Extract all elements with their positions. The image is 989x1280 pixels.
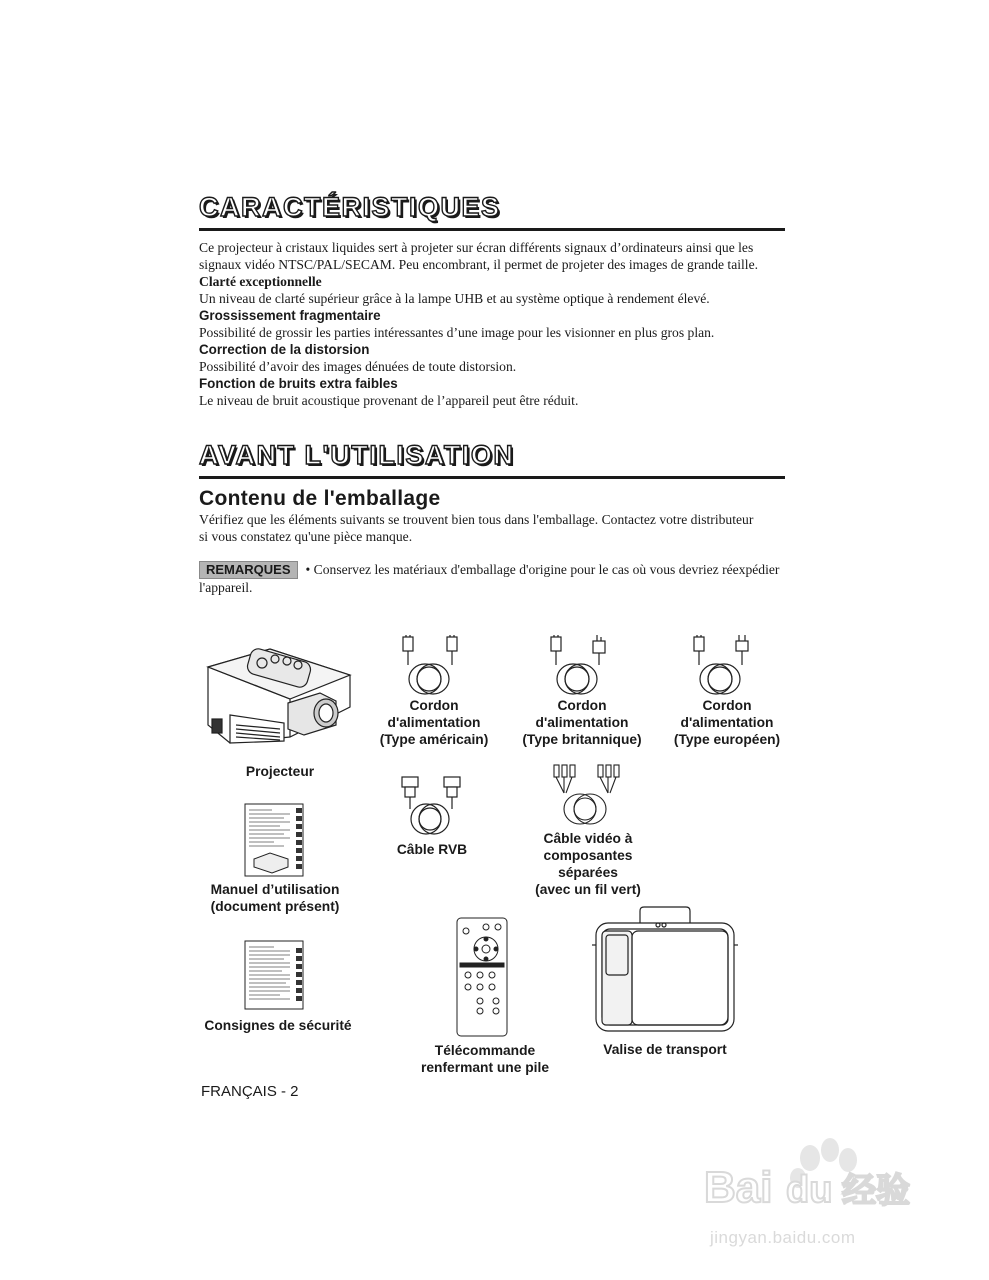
features-block xyxy=(199,239,789,409)
title-rule xyxy=(199,476,785,479)
feature-text: Possibilité de grossir les parties intéressantes d’une image pour les visionner en plus gros plan. xyxy=(199,325,715,340)
intro-paragraph: Ce projecteur à cristaux liquides sert à projeter sur écran différents signaux d’ordinateurs ainsi que les signaux vidéo NTSC/PAL/SECAM. Peu encombrant, il permet de projeter des images de grande taille. xyxy=(199,240,758,272)
svg-text:经验: 经验 xyxy=(842,1171,910,1211)
watermark-logo xyxy=(700,1130,940,1220)
feature-title: Fonction de bruits extra faibles xyxy=(199,376,398,391)
caption-line: (Type européen) xyxy=(673,732,781,747)
caption-line: (Type britannique) xyxy=(522,732,642,747)
component-cable-illustration xyxy=(550,763,624,827)
caption-cord-uk xyxy=(514,697,650,748)
caption-line: (document présent) xyxy=(210,899,340,914)
caption-rgb-cable: Câble RVB xyxy=(396,842,468,857)
feature-title: Grossissement fragmentaire xyxy=(199,308,381,323)
feature-title: Clarté exceptionnelle xyxy=(199,274,322,289)
caption-line: Cordon xyxy=(409,698,459,713)
caption-line: Cordon xyxy=(702,698,752,713)
title-rule xyxy=(199,228,785,231)
caption-line: d'alimentation xyxy=(680,715,774,730)
remote-control-illustration xyxy=(456,917,508,1037)
carrying-case-illustration xyxy=(592,905,738,1035)
caption-remote xyxy=(410,1042,560,1076)
watermark-url: jingyan.baidu.com xyxy=(710,1228,856,1247)
projector-illustration xyxy=(200,645,360,757)
feature-text: Un niveau de clarté supérieur grâce à la lampe UHB et au système optique à rendement élevé. xyxy=(199,291,710,306)
caption-projector: Projecteur xyxy=(245,764,315,779)
subsection-title: Contenu de l'emballage xyxy=(199,487,441,510)
feature-title: Correction de la distorsion xyxy=(199,342,370,357)
caption-line: Manuel d’utilisation xyxy=(210,882,340,897)
page-footer: FRANÇAIS - 2 xyxy=(201,1083,299,1100)
power-cord-us-illustration xyxy=(397,635,467,697)
feature-text: Le niveau de bruit acoustique provenant de l’appareil peut être réduit. xyxy=(199,393,579,408)
caption-line: séparées xyxy=(558,865,618,880)
caption-line: d'alimentation xyxy=(387,715,481,730)
section-title-caracteristiques: CARACTÉRISTIQUES xyxy=(199,192,501,222)
caption-line: Câble vidéo à xyxy=(543,831,633,846)
caption-line: renfermant une pile xyxy=(420,1060,550,1075)
feature-text: Possibilité d’avoir des images dénuées de toute distorsion. xyxy=(199,359,517,374)
svg-text:du: du xyxy=(786,1169,833,1211)
caption-cord-eu xyxy=(664,697,790,748)
caption-cord-us xyxy=(372,697,496,748)
power-cord-uk-illustration xyxy=(545,635,615,697)
remarks-note xyxy=(199,561,789,596)
safety-document-illustration xyxy=(244,940,304,1010)
caption-line: composantes xyxy=(543,848,633,863)
section-title-avant-utilisation: AVANT L'UTILISATION xyxy=(199,440,515,470)
caption-line: Télécommande xyxy=(434,1043,536,1058)
rgb-cable-illustration xyxy=(398,773,466,837)
power-cord-eu-illustration xyxy=(688,635,758,697)
caption-case: Valise de transport xyxy=(603,1042,727,1057)
package-intro xyxy=(199,511,759,545)
remarks-badge: REMARQUES xyxy=(199,561,298,579)
caption-manual xyxy=(200,881,350,915)
remarks-text: • Conservez les matériaux d'emballage d'origine pour le cas où vous devriez réexpédier l'appareil. xyxy=(199,562,780,595)
caption-line: Cordon xyxy=(557,698,607,713)
svg-text:Bai: Bai xyxy=(704,1163,773,1212)
caption-line: d'alimentation xyxy=(535,715,629,730)
package-intro-text: Vérifiez que les éléments suivants se trouvent bien tous dans l'emballage. Contactez votre distributeur si vous constatez qu'une pièce manque. xyxy=(199,512,754,544)
caption-safety: Consignes de sécurité xyxy=(204,1018,352,1033)
caption-line: (avec un fil vert) xyxy=(535,882,641,897)
caption-component-cable xyxy=(520,830,656,898)
caption-line: (Type américain) xyxy=(379,732,489,747)
manual-illustration xyxy=(244,803,304,877)
